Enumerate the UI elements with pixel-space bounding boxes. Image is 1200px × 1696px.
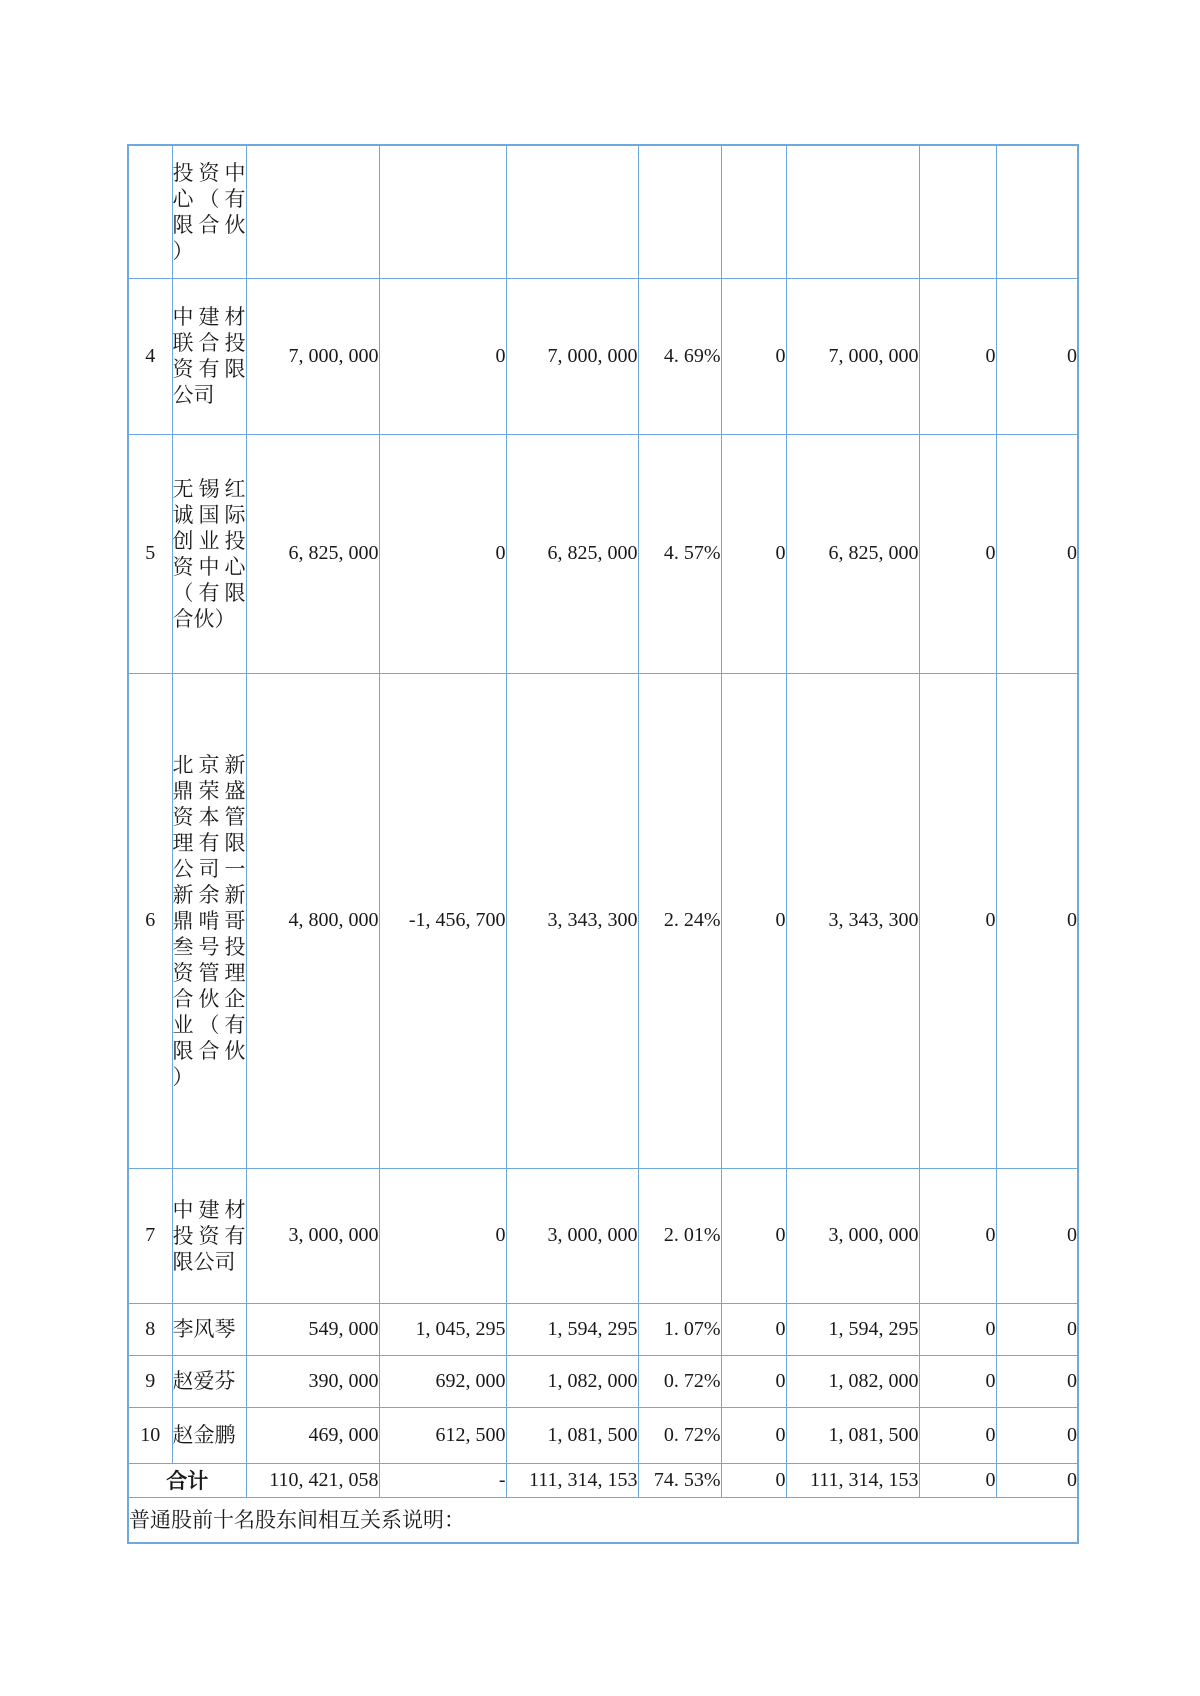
value-cell: 0 [919, 434, 996, 673]
shareholder-row-5 [128, 434, 1078, 673]
value-cell: 6, 825, 000 [786, 434, 919, 673]
value-cell: 0 [721, 1303, 786, 1355]
shareholder-name-cell: 李风琴 [172, 1303, 246, 1355]
value-cell: 0 [996, 1303, 1078, 1355]
value-cell [919, 145, 996, 278]
value-cell: 0 [379, 1168, 506, 1303]
value-cell: 3, 343, 300 [506, 673, 638, 1168]
value-cell: 0 [721, 278, 786, 434]
row-number-cell: 4 [128, 278, 172, 434]
value-cell: 4. 69% [638, 278, 721, 434]
value-cell: -1, 456, 700 [379, 673, 506, 1168]
relationship-note-row [128, 1497, 1078, 1543]
shareholder-name-cell: 赵爱芬 [172, 1355, 246, 1407]
value-cell: 3, 000, 000 [506, 1168, 638, 1303]
shareholder-row-6 [128, 673, 1078, 1168]
value-cell: 1, 081, 500 [786, 1407, 919, 1463]
value-cell: 1, 045, 295 [379, 1303, 506, 1355]
table-body [128, 145, 1078, 1543]
relationship-note-label: 普通股前十名股东间相互关系说明： [128, 1497, 1078, 1543]
value-cell: 692, 000 [379, 1355, 506, 1407]
value-cell: 3, 000, 000 [786, 1168, 919, 1303]
value-cell: 0 [996, 434, 1078, 673]
value-cell: 1, 594, 295 [786, 1303, 919, 1355]
value-cell: 0 [919, 1355, 996, 1407]
row-number-cell: 6 [128, 673, 172, 1168]
total-value-cell: 111, 314, 153 [786, 1463, 919, 1497]
value-cell: 0 [996, 278, 1078, 434]
value-cell: 2. 01% [638, 1168, 721, 1303]
value-cell: 0 [919, 278, 996, 434]
value-cell: 0 [996, 1355, 1078, 1407]
value-cell: 0 [721, 1355, 786, 1407]
value-cell: 0 [996, 1407, 1078, 1463]
value-cell [638, 145, 721, 278]
value-cell: 0 [721, 673, 786, 1168]
value-cell: 6, 825, 000 [246, 434, 379, 673]
value-cell: 0 [919, 1168, 996, 1303]
row-number-cell: 9 [128, 1355, 172, 1407]
top-shareholders-table [127, 144, 1079, 1544]
value-cell: 0 [721, 1168, 786, 1303]
row-number-cell: 5 [128, 434, 172, 673]
total-value-cell: 111, 314, 153 [506, 1463, 638, 1497]
shareholder-name-cell: 中建材联合投资有限公司 [172, 278, 246, 434]
total-value-cell: 74. 53% [638, 1463, 721, 1497]
value-cell: 0 [996, 673, 1078, 1168]
value-cell: 0. 72% [638, 1407, 721, 1463]
value-cell: 1, 594, 295 [506, 1303, 638, 1355]
shareholder-row-continued [128, 145, 1078, 278]
shareholder-name-cell: 赵金鹏 [172, 1407, 246, 1463]
value-cell [246, 145, 379, 278]
value-cell: 2. 24% [638, 673, 721, 1168]
value-cell [786, 145, 919, 278]
value-cell: 0 [919, 1303, 996, 1355]
value-cell [996, 145, 1078, 278]
shareholder-row-7 [128, 1168, 1078, 1303]
value-cell: 469, 000 [246, 1407, 379, 1463]
row-number-cell: 7 [128, 1168, 172, 1303]
total-value-cell: 0 [996, 1463, 1078, 1497]
total-row [128, 1463, 1078, 1497]
total-value-cell: 0 [721, 1463, 786, 1497]
shareholder-row-9 [128, 1355, 1078, 1407]
value-cell: 0 [919, 1407, 996, 1463]
value-cell [379, 145, 506, 278]
total-value-cell: - [379, 1463, 506, 1497]
value-cell: 0 [721, 434, 786, 673]
value-cell: 0 [996, 1168, 1078, 1303]
value-cell: 3, 343, 300 [786, 673, 919, 1168]
value-cell: 4. 57% [638, 434, 721, 673]
value-cell: 390, 000 [246, 1355, 379, 1407]
shareholder-row-10 [128, 1407, 1078, 1463]
shareholder-name-cell: 投资中心（有限合伙） [172, 145, 246, 278]
total-label: 合计 [128, 1463, 246, 1497]
value-cell: 0. 72% [638, 1355, 721, 1407]
shareholder-row-8 [128, 1303, 1078, 1355]
value-cell: 549, 000 [246, 1303, 379, 1355]
row-number-cell [128, 145, 172, 278]
value-cell: 1. 07% [638, 1303, 721, 1355]
shareholder-name-cell: 中建材投资有限公司 [172, 1168, 246, 1303]
row-number-cell: 10 [128, 1407, 172, 1463]
value-cell: 7, 000, 000 [506, 278, 638, 434]
value-cell: 6, 825, 000 [506, 434, 638, 673]
total-value-cell: 0 [919, 1463, 996, 1497]
shareholder-name-cell: 无锡红诚国际创业投资中心（有限合伙） [172, 434, 246, 673]
value-cell: 1, 082, 000 [786, 1355, 919, 1407]
value-cell: 0 [721, 1407, 786, 1463]
value-cell: 0 [379, 278, 506, 434]
value-cell: 4, 800, 000 [246, 673, 379, 1168]
value-cell [506, 145, 638, 278]
value-cell: 1, 082, 000 [506, 1355, 638, 1407]
value-cell: 3, 000, 000 [246, 1168, 379, 1303]
value-cell: 7, 000, 000 [246, 278, 379, 434]
value-cell: 0 [379, 434, 506, 673]
row-number-cell: 8 [128, 1303, 172, 1355]
value-cell [721, 145, 786, 278]
shareholder-name-cell: 北京新鼎荣盛资本管理有限公司一新余新鼎啃哥叁号投资管理合伙企业（有限合伙） [172, 673, 246, 1168]
value-cell: 0 [919, 673, 996, 1168]
total-value-cell: 110, 421, 058 [246, 1463, 379, 1497]
value-cell: 7, 000, 000 [786, 278, 919, 434]
shareholder-row-4 [128, 278, 1078, 434]
value-cell: 1, 081, 500 [506, 1407, 638, 1463]
value-cell: 612, 500 [379, 1407, 506, 1463]
